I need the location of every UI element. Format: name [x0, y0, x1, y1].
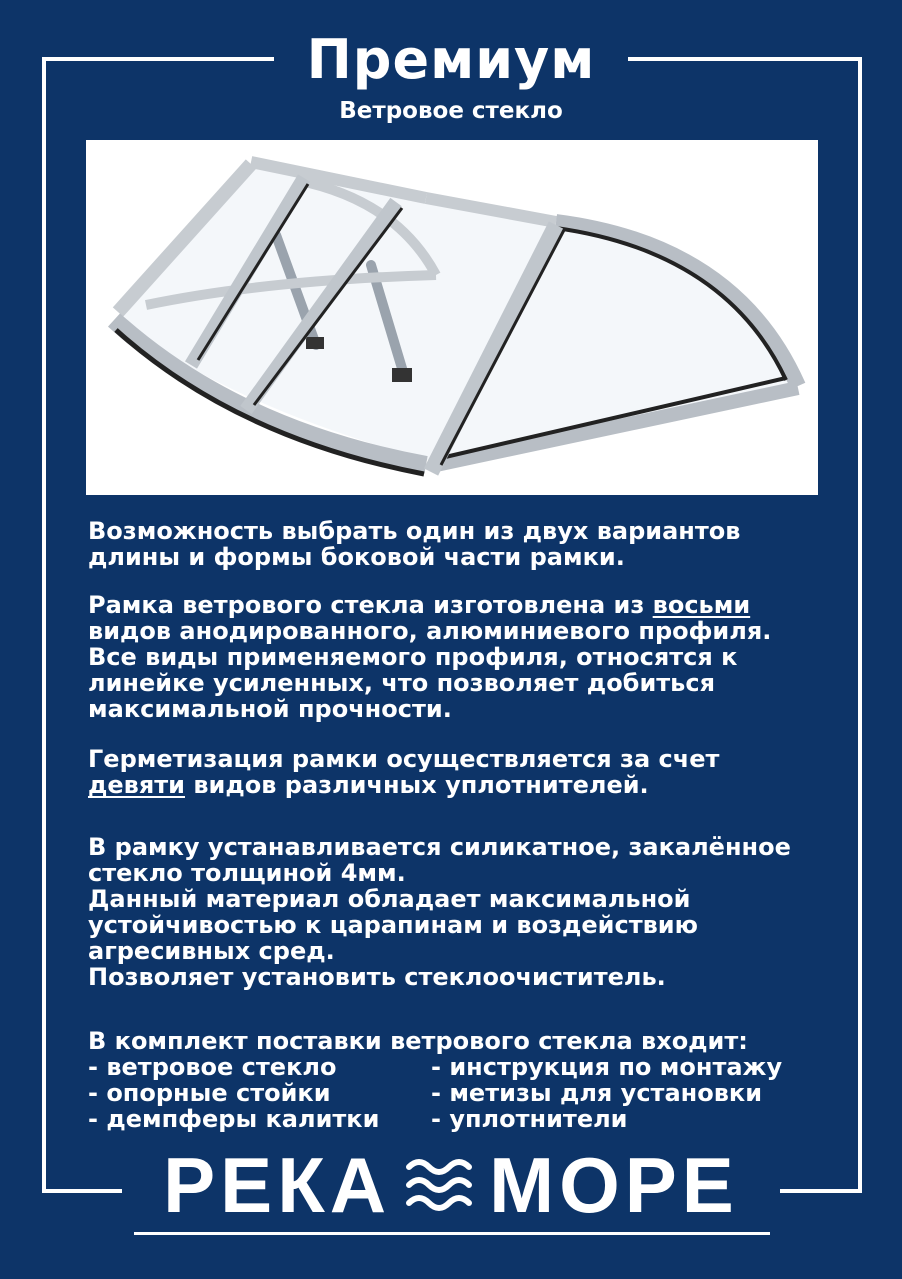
kit-row [88, 1106, 848, 1132]
waves-icon [405, 1155, 475, 1215]
paragraph-profile-line: линейке усиленных, что позволяет добиться [88, 669, 715, 697]
paragraph-glass-line: В рамку устанавливается силикатное, закалённое [88, 833, 791, 861]
kit-row [88, 1054, 848, 1080]
windshield-frame-image [86, 140, 818, 495]
paragraph-glass-line: Данный материал обладает максимальной [88, 885, 691, 913]
kit-item: - уплотнители [431, 1105, 628, 1133]
kit-item: - метизы для установки [431, 1079, 763, 1107]
page-subtitle: Ветровое стекло [339, 98, 563, 124]
brand-left-word: РЕКА [163, 1141, 392, 1229]
kit-row [88, 1080, 848, 1106]
paragraph-profile [88, 592, 848, 722]
paragraph-profile-line: максимальной прочности. [88, 695, 452, 723]
paragraph-profile-text: Рамка ветрового стекла изготовлена из [88, 591, 653, 619]
paragraph-sealing-text: видов различных уплотнителей. [184, 771, 649, 799]
frame-left-line [42, 57, 46, 1193]
kit-item: - ветровое стекло [88, 1053, 337, 1081]
paragraph-glass [88, 834, 848, 990]
underlined-eight: восьми [652, 591, 751, 619]
kit-item: - демпферы калитки [88, 1105, 380, 1133]
paragraph-options-line: Возможность выбрать один из двух вариантов [88, 517, 741, 545]
paragraph-glass-line: Позволяет установить стеклоочиститель. [88, 963, 666, 991]
paragraph-glass-line: устойчивостью к царапинам и воздействию [88, 911, 698, 939]
paragraph-options-line: длины и формы боковой части рамки. [88, 543, 625, 571]
paragraph-sealing [88, 746, 848, 798]
kit-item: - опорные стойки [88, 1079, 331, 1107]
underlined-nine: девяти [88, 771, 185, 799]
description-content [88, 518, 848, 1132]
paragraph-profile-line: видов анодированного, алюминиевого профиля. [88, 617, 772, 645]
paragraph-glass-line: стекло толщиной 4мм. [88, 859, 406, 887]
kit-heading: В комплект поставки ветрового стекла входит: [88, 1027, 748, 1055]
paragraph-glass-line: агресивных сред. [88, 937, 335, 965]
brand-logo [0, 1141, 902, 1229]
brand-right-word: МОРЕ [489, 1141, 739, 1229]
kit-item: - инструкция по монтажу [431, 1053, 783, 1081]
product-photo [86, 140, 818, 495]
paragraph-options [88, 518, 848, 570]
paragraph-sealing-line: Герметизация рамки осуществляется за счет [88, 745, 720, 773]
paragraph-profile-line: Все виды применяемого профиля, относятся к [88, 643, 738, 671]
frame-right-line [858, 57, 862, 1193]
kit-list [88, 1028, 848, 1132]
page-title: Премиум [306, 28, 596, 91]
brand-underline [134, 1232, 770, 1235]
